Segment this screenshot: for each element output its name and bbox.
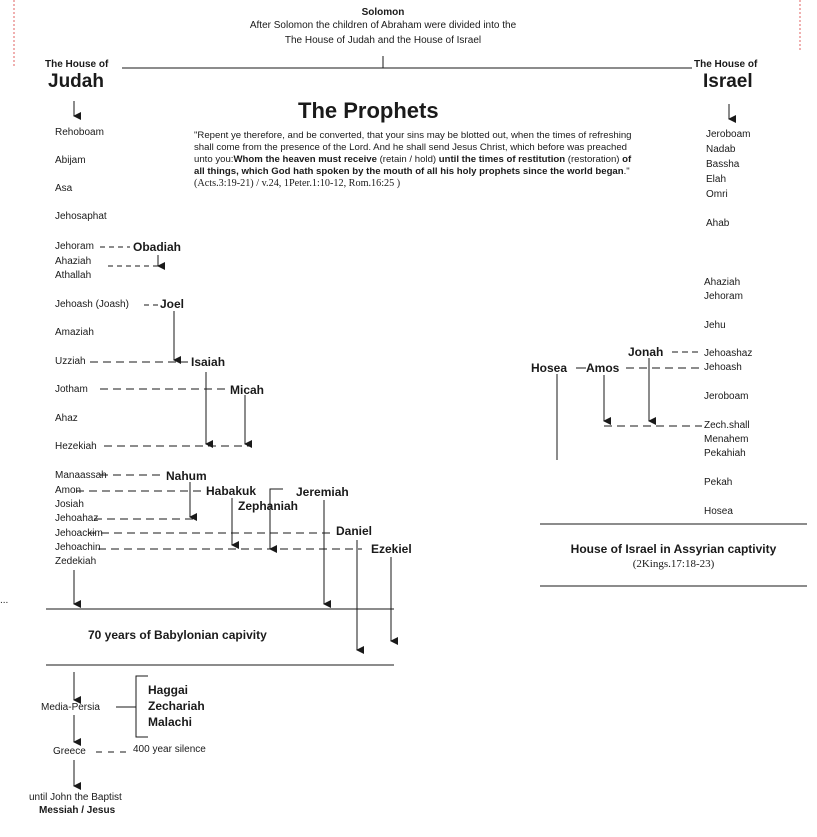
judah-king: Ahaziah [55,256,92,267]
prophet-hosea: Hosea [531,361,568,375]
judah-king: Jehoram [55,241,94,252]
israel-king: Omri [706,189,728,200]
israel-king: Menahem [704,434,749,445]
israel-house-label: The House of [694,59,758,70]
israel-king: Ahaziah [704,277,741,288]
judah-king: Jehosaphat [55,211,107,222]
israel-king: Jehoram [704,291,743,302]
greece-label: Greece [53,746,86,757]
judah-king: Jehoackim [55,528,103,539]
judah-king: Abijam [55,155,86,166]
prophet-isaiah: Isaiah [191,355,226,369]
israel-captivity-label: House of Israel in Assyrian captivity [570,542,777,556]
israel-king: Pekah [704,477,733,488]
prophet-jeremiah: Jeremiah [296,485,349,499]
israel-king: Ahab [706,218,730,229]
messiah-label: Messiah / Jesus [39,805,116,816]
judah-king: Hezekiah [55,441,97,452]
israel-king: Elah [706,174,727,185]
judah-king: Jotham [55,384,88,395]
israel-king: Jeroboam [704,391,749,402]
john-baptist-label: until John the Baptist [29,792,122,803]
judah-king: Asa [55,183,73,194]
judah-king: Amaziah [55,327,94,338]
prophet-habakuk: Habakuk [206,484,257,498]
babylon-captivity-label: 70 years of Babylonian capivity [88,628,267,642]
media-persia-label: Media-Persia [41,702,100,713]
israel-king: Pekahiah [704,448,746,459]
scripture-quote: "Repent ye therefore, and be converted, that your sins may be blotted out, when the times of refreshing shall come from the presence of the Lord. And he shall send Jesus Christ, which before was preached unto you:Whom the heaven must receive (retain / hold) until the times of restitution (restoration) of all things, which God hath spoken by the mouth of all his holy prophets since the world began." (Acts.3:19-21) / v.24, 1Peter.1:10-12, Rom.16:25 ) [194,130,632,189]
prophet-malachi: Malachi [148,715,193,729]
israel-king: Jeroboam [706,129,751,140]
prophet-daniel: Daniel [336,524,373,538]
judah-king: Jehoachin [55,542,101,553]
prophet-ezekiel: Ezekiel [371,542,412,556]
prophet-nahum: Nahum [166,469,207,483]
judah-title: Judah [48,71,104,92]
israel-king: Jehoashaz [704,348,753,359]
israel-king: Nadab [706,144,736,155]
israel-king: Bassha [706,159,740,170]
judah-king: Josiah [55,499,84,510]
prophet-amos: Amos [586,361,620,375]
page-title: The Prophets [298,98,439,123]
judah-king: Manaassah [55,470,107,481]
judah-king: Uzziah [55,356,86,367]
israel-king: Zech.shall [704,420,750,431]
judah-house-label: The House of [45,59,109,70]
solomon-label: Solomon [361,7,405,18]
division-text-line2: The House of Judah and the House of Israel [284,35,482,46]
israel-captivity-reference: (2Kings.17:18-23) [632,558,715,570]
division-text-line1: After Solomon the children of Abraham were divided into the [249,20,517,31]
judah-king: Jehoash (Joash) [55,299,129,310]
judah-king: Ahaz [55,413,78,424]
ellipsis-text: ... [0,595,9,606]
prophet-zephaniah: Zephaniah [238,499,299,513]
prophet-zechariah: Zechariah [148,699,205,713]
israel-king: Hosea [704,506,733,517]
prophet-obadiah: Obadiah [133,240,182,254]
israel-king: Jehu [704,320,726,331]
judah-king: Amon [55,485,82,496]
silence-label: 400 year silence [133,744,206,755]
prophet-haggai: Haggai [148,683,189,697]
judah-king: Jehoahaz [55,513,99,524]
prophet-jonah: Jonah [628,345,664,359]
israel-title: Israel [703,71,753,92]
judah-king: Rehoboam [55,127,104,138]
prophet-joel: Joel [160,297,185,311]
prophet-micah: Micah [230,383,265,397]
prophets-bracket [136,676,148,737]
judah-king: Zedekiah [55,556,97,567]
israel-king: Jehoash [704,362,742,373]
judah-king: Athallah [55,270,92,281]
